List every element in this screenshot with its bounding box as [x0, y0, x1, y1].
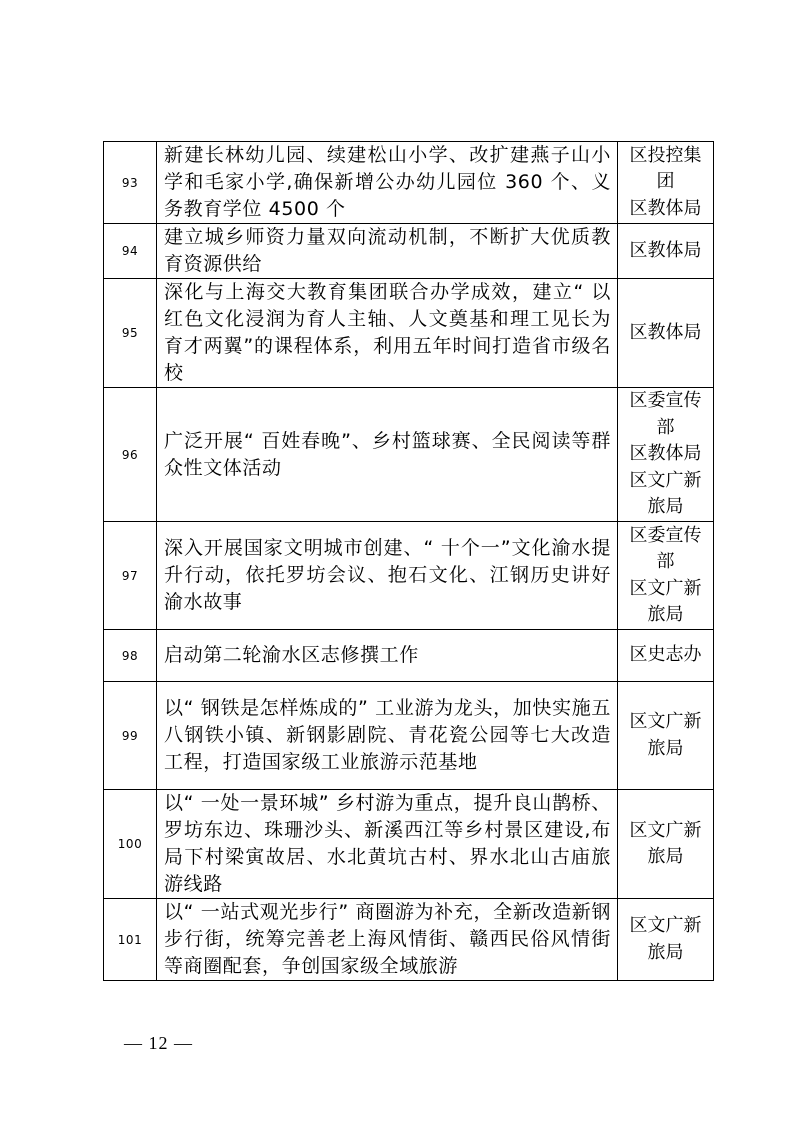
department-line: 区投控集	[629, 144, 702, 166]
department-line: 区文广新	[629, 915, 702, 936]
department-line: 旅局	[647, 737, 684, 759]
task-description: 广泛开展“ 百姓春晚”、乡村篮球赛、全民阅读等群众性文体活动	[157, 388, 618, 522]
table-row	[104, 790, 714, 899]
task-description: 启动第二轮渝水区志修撰工作	[157, 630, 618, 682]
task-description: 以“ 一处一景环城” 乡村游为重点，提升良山鹊桥、罗坊东边、珠珊沙头、新溪西江等乡村景区建设,布局下村梁寅故居、水北黄坑古村、界水北山古庙旅游线路	[157, 790, 618, 899]
table-row	[104, 279, 714, 388]
department-line: 区文广新	[629, 819, 702, 841]
department-line: 区教体局	[629, 239, 702, 261]
responsible-department	[618, 630, 714, 682]
table-row	[104, 522, 714, 630]
responsible-department	[618, 899, 714, 981]
row-number: 95	[104, 279, 157, 388]
responsible-department	[618, 682, 714, 790]
department-line: 部	[656, 551, 675, 572]
table-row	[104, 388, 714, 522]
responsible-department	[618, 388, 714, 522]
responsible-department	[618, 790, 714, 899]
department-line: 旅局	[647, 941, 684, 963]
task-description: 以“ 钢铁是怎样炼成的” 工业游为龙头，加快实施五八钢铁小镇、新钢影剧院、青花瓷公园等七大改造工程，打造国家级工业旅游示范基地	[157, 682, 618, 790]
department-line: 区教体局	[629, 321, 702, 343]
row-number: 96	[104, 388, 157, 522]
department-line: 部	[656, 416, 675, 438]
table-row	[104, 899, 714, 981]
task-description: 深入开展国家文明城市创建、“ 十个一”文化渝水提升行动，依托罗坊会议、抱石文化、江钢历史讲好渝水故事	[157, 522, 618, 630]
department-line: 旅局	[647, 846, 684, 867]
page-number: — 12 —	[124, 1033, 193, 1053]
task-description: 深化与上海交大教育集团联合办学成效，建立“ 以红色文化浸润为育人主轴、人文奠基和理工见长为育才两翼”的课程体系，利用五年时间打造省市级名校	[157, 279, 618, 388]
responsible-department	[618, 522, 714, 630]
row-number: 99	[104, 682, 157, 790]
table-row	[104, 682, 714, 790]
department-line: 区委宣传	[629, 524, 702, 546]
task-description: 以“ 一站式观光步行” 商圈游为补充，全新改造新钢步行街，统筹完善老上海风情街、赣西民俗风情街等商圈配套，争创国家级全域旅游	[157, 899, 618, 981]
task-description: 建立城乡师资力量双向流动机制，不断扩大优质教育资源供给	[157, 224, 618, 279]
department-line: 区教体局	[629, 443, 702, 465]
department-line: 区史志办	[629, 644, 702, 666]
department-line: 区文广新	[629, 711, 702, 732]
table-row	[104, 224, 714, 279]
task-table	[103, 141, 714, 981]
department-line: 区文广新	[629, 577, 702, 599]
row-number: 98	[104, 630, 157, 682]
department-line: 旅局	[647, 496, 684, 518]
table-row	[104, 142, 714, 224]
row-number: 97	[104, 522, 157, 630]
task-table-body	[104, 142, 714, 981]
row-number: 100	[104, 790, 157, 899]
department-line: 团	[656, 171, 675, 193]
department-line: 旅局	[647, 604, 684, 625]
table-row	[104, 630, 714, 682]
task-description: 新建长林幼儿园、续建松山小学、改扩建燕子山小学和毛家小学,确保新增公办幼儿园位 360 个、义务教育学位 4500 个	[157, 142, 618, 224]
department-line: 区文广新	[629, 469, 702, 491]
row-number: 94	[104, 224, 157, 279]
department-line: 区委宣传	[629, 390, 702, 412]
row-number: 101	[104, 899, 157, 981]
row-number: 93	[104, 142, 157, 224]
responsible-department	[618, 142, 714, 224]
responsible-department	[618, 224, 714, 279]
responsible-department	[618, 279, 714, 388]
department-line: 区教体局	[629, 197, 702, 219]
